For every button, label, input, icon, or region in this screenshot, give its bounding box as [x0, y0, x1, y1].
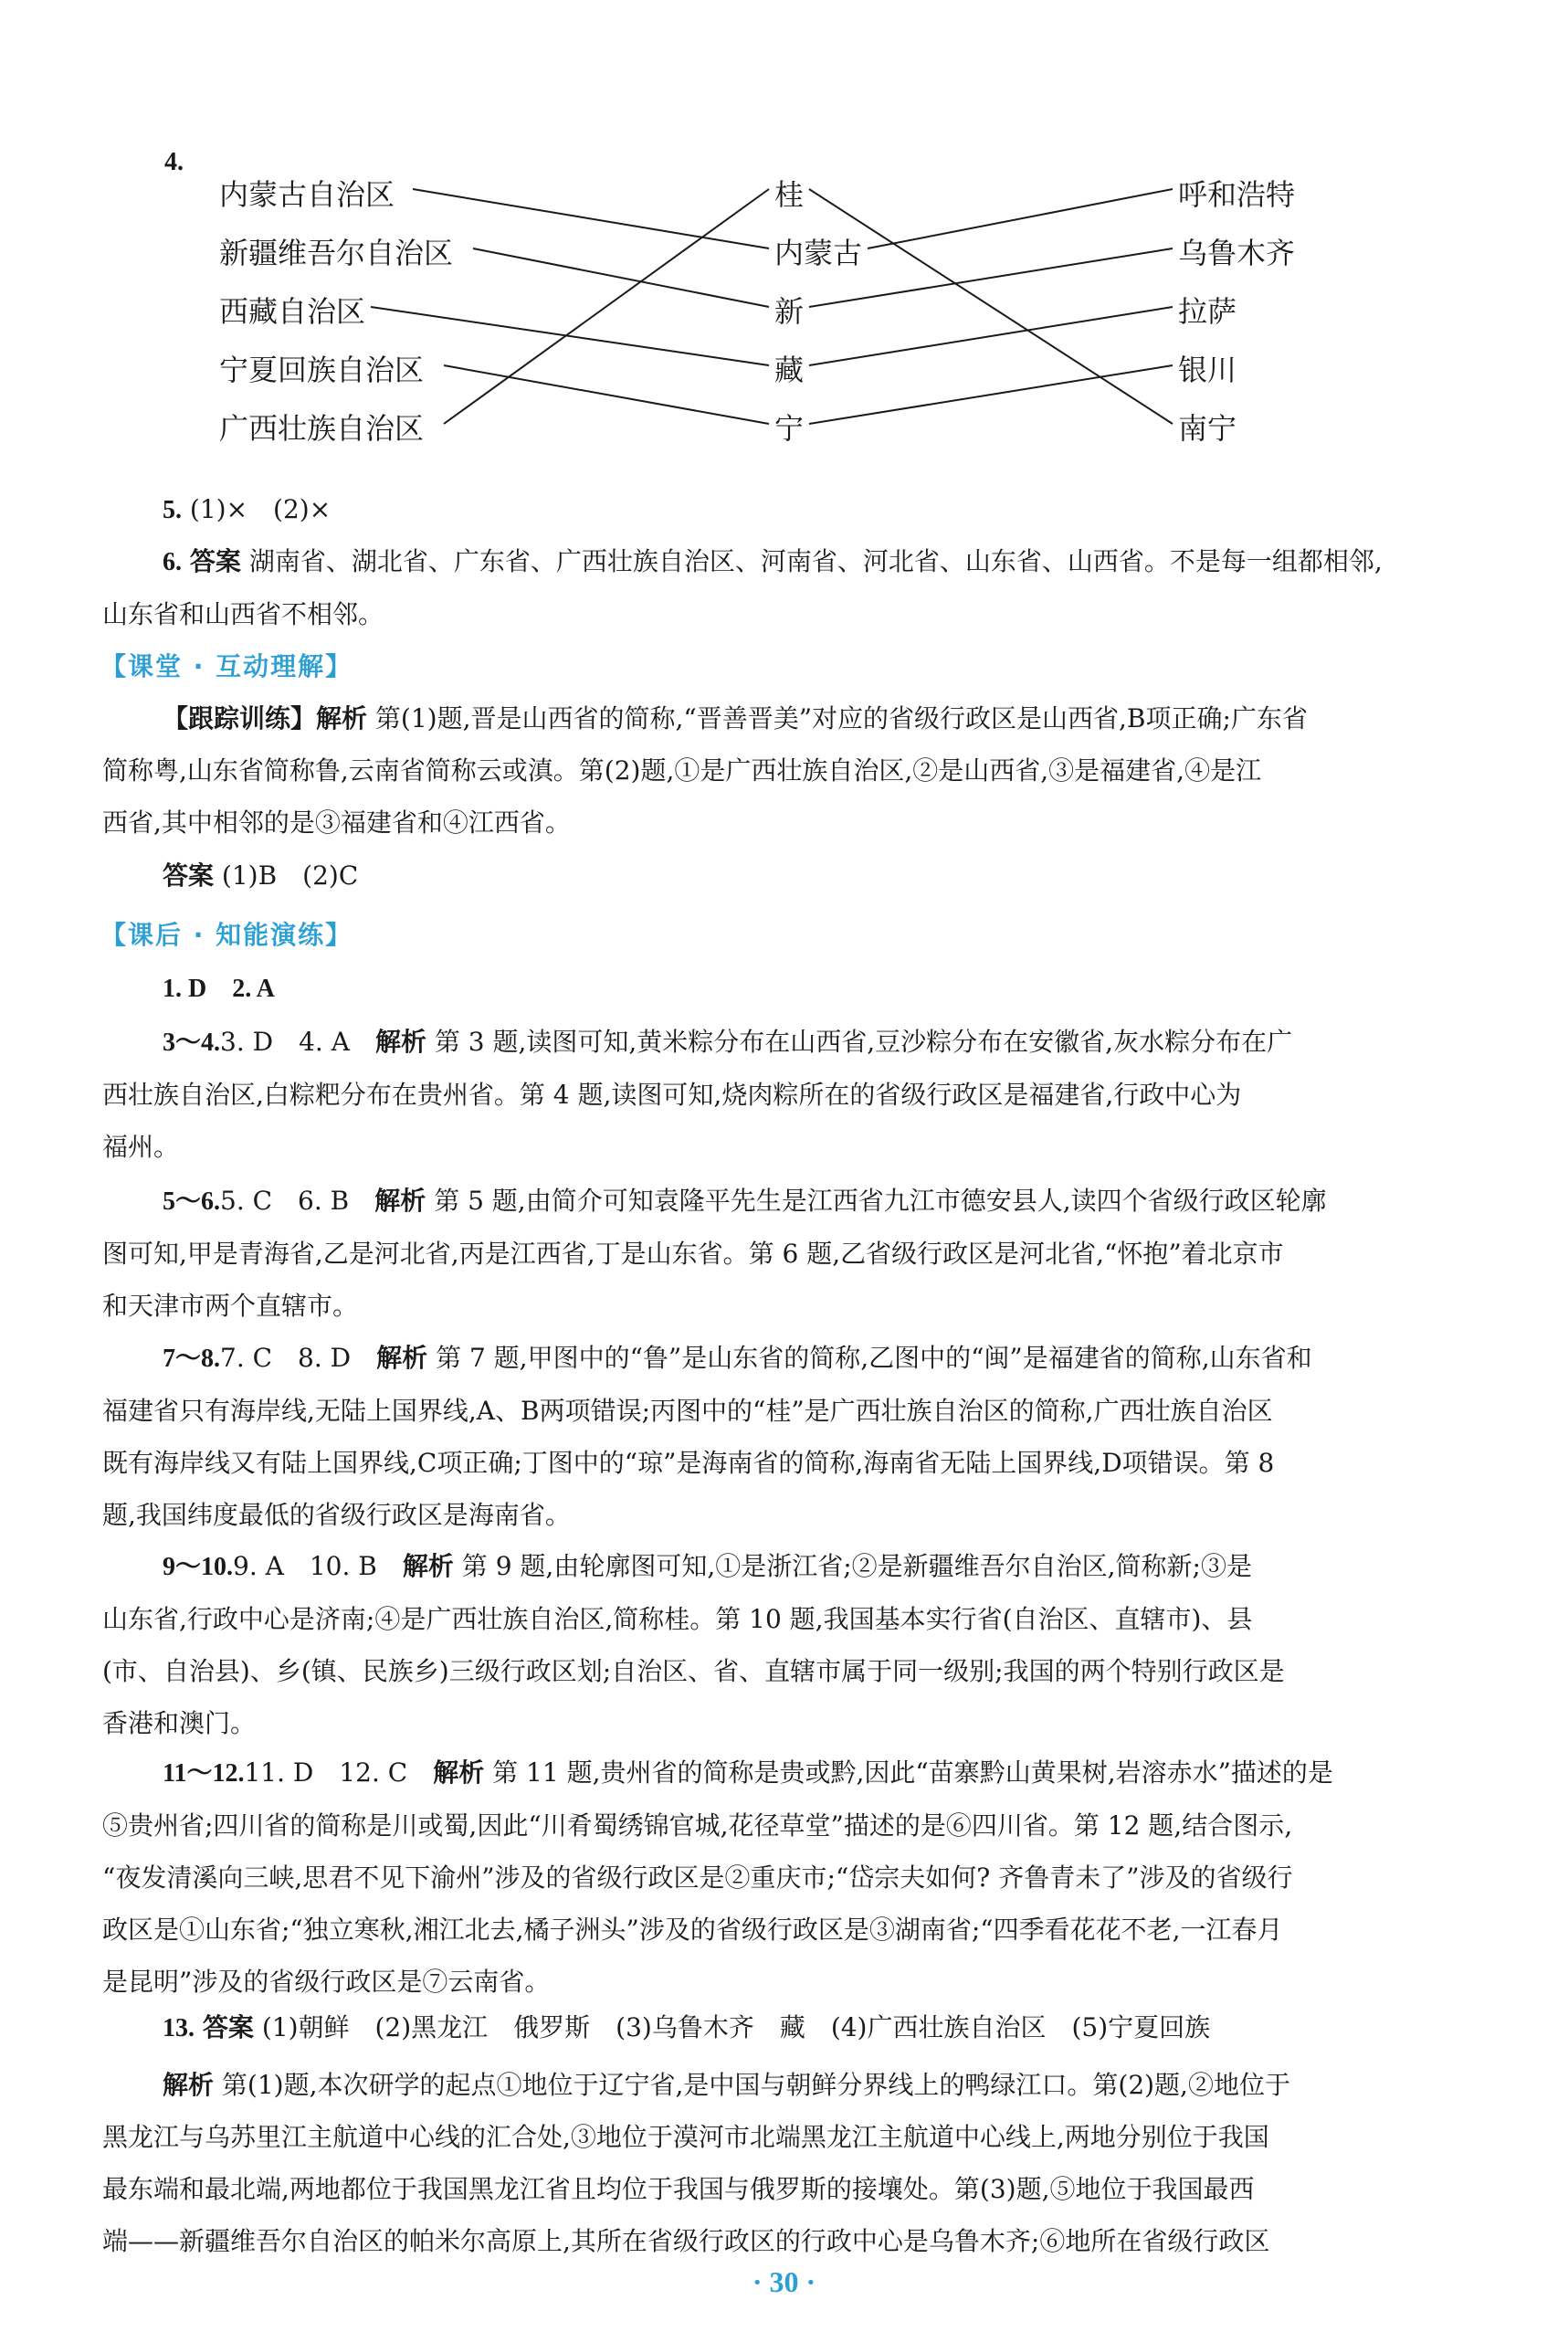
- match-line: [868, 189, 1173, 248]
- q9-10-line3: (市、自治县)、乡(镇、民族乡)三级行政区划;自治区、省、直辖市属于同一级别;我国的两个特别行政区是: [102, 1656, 1285, 1686]
- q13-analysis-block: [102, 2059, 1405, 2267]
- q7-8-line3: 既有海岸线又有陆上国界线,C项正确;丁图中的“琼”是海南省的简称,海南省无陆上国界线,D项错误。第 8: [102, 1448, 1275, 1478]
- answer-text: 1. D 2. A: [163, 975, 275, 1003]
- q3-4-line2: 西壮族自治区,白粽粑分布在贵州省。第 4 题,读图可知,烧肉粽所在的省级行政区是福建省,行政中心为: [102, 1080, 1242, 1110]
- match-middle-item: 藏: [774, 353, 805, 387]
- q5-6-line1: [163, 1175, 1405, 1228]
- q11-12-line1: [163, 1746, 1405, 1799]
- tracking-text: 第(1)题,晋是山西省的简称,“晋善晋美”对应的省级行政区是山西省,B项正确;广东省: [374, 703, 1308, 733]
- q7-8-block: [102, 1332, 1405, 1541]
- question-number: 13.: [163, 2014, 195, 2042]
- q9-10-line2: 山东省,行政中心是济南;④是广西壮族自治区,简称桂。第 10 题,我国基本实行省(自治区、直辖市)、县: [102, 1604, 1253, 1634]
- q7-8-line2: 福建省只有海岸线,无陆上国界线,A、B两项错误;丙图中的“桂”是广西壮族自治区的简称,广西壮族自治区: [102, 1396, 1273, 1426]
- page-number: · 30 ·: [752, 2265, 816, 2298]
- answer-label: 答案: [189, 546, 241, 576]
- answer-text: 9. A 10. B: [233, 1551, 377, 1581]
- q11-12-line2: ⑤贵州省;四川省的简称是川或蜀,因此“川肴蜀绣锦官城,花径草堂”描述的是⑥四川省。第 12 题,结合图示,: [102, 1810, 1293, 1841]
- match-left-item: 西藏自治区: [219, 294, 366, 329]
- q5-6-line2: 图可知,甲是青海省,乙是河北省,丙是江西省,丁是山东省。第 6 题,乙省级行政区是河北省,“怀抱”着北京市: [102, 1239, 1284, 1269]
- analysis-label: 解析: [376, 1343, 428, 1373]
- question-number: 5～6.: [163, 1187, 221, 1216]
- match-line: [473, 248, 769, 307]
- analysis-text: 第(1)题,本次研学的起点①地位于辽宁省,是中国与朝鲜分界线上的鸭绿江口。第(2)题,②地位于: [221, 2070, 1290, 2100]
- q3-4-line3: 福州。: [102, 1132, 180, 1162]
- match-right-item: 南宁: [1178, 411, 1237, 446]
- q1-2-line: [163, 968, 275, 1005]
- match-left-item: 广西壮族自治区: [219, 411, 425, 446]
- answer-label: 答案: [202, 2012, 254, 2042]
- tracking-line1: [163, 692, 1405, 744]
- q13-line4: 端——新疆维吾尔自治区的帕米尔高原上,其所在省级行政区的行政中心是乌鲁木齐;⑥地所在省级行政区: [102, 2226, 1270, 2256]
- analysis-label: 解析: [374, 1186, 426, 1216]
- match-right-item: 银川: [1178, 353, 1237, 387]
- q5-line: [163, 490, 331, 526]
- q11-12-line3: “夜发清溪向三峡,思君不见下渝州”涉及的省级行政区是②重庆市;“岱宗夫如何? 齐鲁青未了”涉及的省级行: [102, 1862, 1293, 1893]
- q11-12-line4: 政区是①山东省;“独立寒秋,湘江北去,橘子洲头”涉及的省级行政区是③湖南省;“四季看花花不老,一江春月: [102, 1915, 1283, 1945]
- q13-answer-line: [163, 2008, 1210, 2044]
- match-middle-item: 宁: [774, 411, 805, 446]
- analysis-label: 解析: [374, 1027, 426, 1057]
- q9-10-line4: 香港和澳门。: [102, 1708, 257, 1738]
- q3-4-line1: [163, 1016, 1405, 1069]
- match-middle-item: 桂: [774, 177, 805, 212]
- section-heading: 【课堂 · 互动理解】: [100, 651, 353, 681]
- match-middle-item: 内蒙古: [774, 236, 863, 270]
- tracking-line2: 简称粤,山东省简称鲁,云南省简称云或滇。第(2)题,①是广西壮族自治区,②是山西省,③是福建省,④是江: [102, 755, 1262, 786]
- match-line: [413, 189, 769, 248]
- q13-line2: 黑龙江与乌苏里江主航道中心线的汇合处,③地位于漠河市北端黑龙江主航道中心线上,两地分别位于我国: [102, 2122, 1269, 2152]
- analysis-text: 第 9 题,由轮廓图可知,①是浙江省;②是新疆维吾尔自治区,简称新;③是: [461, 1551, 1252, 1581]
- answer-text: (1)朝鲜 (2)黑龙江 俄罗斯 (3)乌鲁木齐 藏 (4)广西壮族自治区 (5)宁夏回族: [261, 2012, 1211, 2042]
- match-line: [809, 248, 1173, 307]
- tracking-block: [102, 692, 1405, 849]
- answer-label: 答案: [163, 860, 215, 891]
- question-number: 4.: [164, 148, 184, 176]
- answer-text: 5. C 6. B: [220, 1186, 350, 1216]
- match-line: [371, 307, 769, 365]
- q6-text: 湖南省、湖北省、广东省、广西壮族自治区、河南省、河北省、山东省、山西省。不是每一组都相邻,: [248, 546, 1383, 576]
- section-heading: 【课后 · 知能演练】: [100, 920, 353, 950]
- tracking-line3: 西省,其中相邻的是③福建省和④江西省。: [102, 807, 571, 838]
- match-right-item: 拉萨: [1178, 294, 1237, 329]
- question-number: 9～10.: [163, 1553, 234, 1581]
- q13-line1: [163, 2059, 1405, 2111]
- q6-line1: [163, 535, 1405, 588]
- match-left-item: 新疆维吾尔自治区: [219, 236, 454, 270]
- analysis-text: 第 5 题,由简介可知袁隆平先生是江西省九江市德安县人,读四个省级行政区轮廓: [434, 1186, 1327, 1216]
- analysis-text: 第 7 题,甲图中的“鲁”是山东省的简称,乙图中的“闽”是福建省的简称,山东省和: [436, 1343, 1312, 1373]
- q7-8-line1: [163, 1332, 1405, 1385]
- match-line: [809, 365, 1173, 424]
- answer-text: 3. D 4. A: [220, 1027, 350, 1057]
- match-line: [444, 365, 769, 424]
- analysis-text: 第 11 题,贵州省的简称是贵或黔,因此“苗寨黔山黄果树,岩溶赤水”描述的是: [492, 1757, 1333, 1788]
- q6-block: [102, 535, 1405, 640]
- question-number: 11～12.: [163, 1759, 245, 1788]
- match-right-item: 乌鲁木齐: [1178, 236, 1296, 270]
- match-left-item: 宁夏回族自治区: [219, 353, 425, 387]
- analysis-label: 解析: [433, 1757, 485, 1788]
- q7-8-line4: 题,我国纬度最低的省级行政区是海南省。: [102, 1500, 571, 1530]
- analysis-label: 解析: [163, 2070, 215, 2100]
- question-number: 5.: [163, 496, 182, 524]
- q6-line2: 山东省和山西省不相邻。: [102, 599, 384, 629]
- q13-line3: 最东端和最北端,两地都位于我国黑龙江省且均位于我国与俄罗斯的接壤处。第(3)题,⑤地位于我国最西: [102, 2174, 1255, 2204]
- q11-12-block: [102, 1746, 1405, 2008]
- answer-text: (1)B (2)C: [221, 860, 359, 891]
- q11-12-line5: 是昆明”涉及的省级行政区是⑦云南省。: [102, 1967, 551, 1997]
- matching-lines: [0, 0, 1568, 512]
- match-right-item: 呼和浩特: [1178, 177, 1296, 212]
- q5-6-block: [102, 1175, 1405, 1332]
- q9-10-block: [102, 1540, 1405, 1749]
- question-number: 7～8.: [163, 1345, 221, 1373]
- answer-text: 11. D 12. C: [244, 1757, 408, 1788]
- tracking-answer: [163, 856, 358, 892]
- match-line: [444, 189, 769, 424]
- analysis-text: 第 3 题,读图可知,黄米粽分布在山西省,豆沙粽分布在安徽省,灰水粽分布在广: [434, 1027, 1293, 1057]
- question-number: 3～4.: [163, 1029, 221, 1057]
- match-left-item: 内蒙古自治区: [219, 177, 395, 212]
- match-line: [809, 307, 1173, 365]
- q3-4-block: [102, 1016, 1405, 1173]
- q9-10-line1: [163, 1540, 1405, 1593]
- answer-text: 7. C 8. D: [220, 1343, 352, 1373]
- question-number: 6.: [163, 548, 182, 576]
- analysis-label: 【跟踪训练】解析: [163, 703, 368, 733]
- q5-6-line3: 和天津市两个直辖市。: [102, 1291, 359, 1321]
- match-middle-item: 新: [774, 294, 805, 329]
- q5-answer: (1)× (2)×: [189, 494, 331, 524]
- analysis-label: 解析: [402, 1551, 454, 1581]
